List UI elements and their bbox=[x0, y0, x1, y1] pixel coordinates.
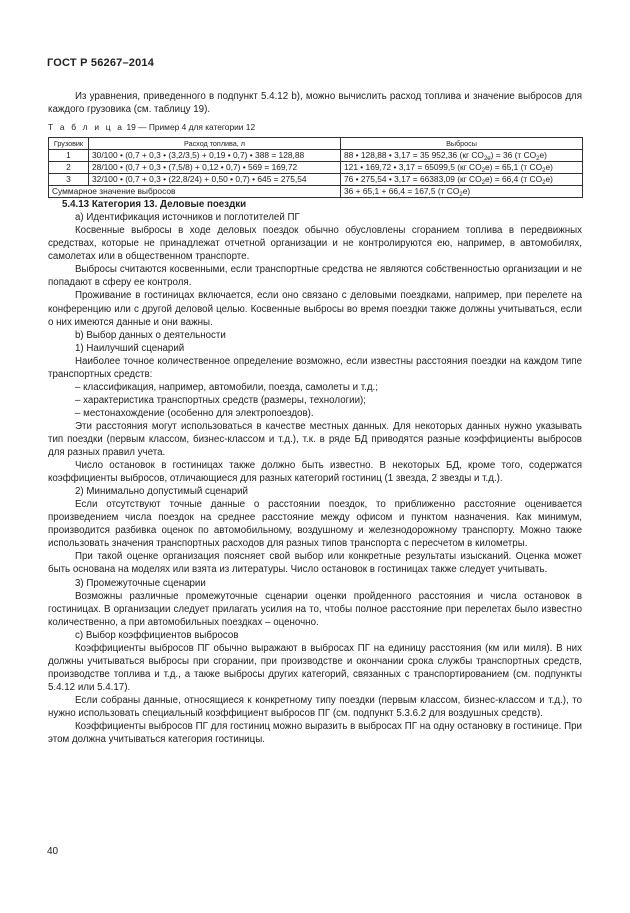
col-header-fuel: Расход топлива, л bbox=[89, 138, 341, 150]
page-content bbox=[48, 90, 582, 746]
table-caption-text: 19 — Пример 4 для категории 12 bbox=[126, 122, 256, 133]
list-item: – классификация, например, автомобили, поезда, самолеты и т.д.; bbox=[75, 381, 378, 393]
emissions-table bbox=[48, 137, 583, 198]
section-title: 5.4.13 Категория 13. Деловые поездки bbox=[62, 199, 247, 211]
paragraph: Число остановок в гостиницах также должно быть известно. В некоторых БД, кроме того, содержатся коэффициенты выбросов, отличающиеся для разных категорий гостиниц (1 звезда, 2 звезды и т.д.). bbox=[48, 460, 582, 485]
table-row bbox=[49, 174, 583, 186]
list-item: – характеристика транспортных средств (размеры, технологии); bbox=[75, 394, 367, 406]
paragraph: b) Выбор данных о деятельности bbox=[75, 329, 226, 341]
paragraph: 1) Наилучший сценарий bbox=[75, 342, 185, 354]
intro-paragraph: Из уравнения, приведенного в подпункт 5.4.12 b), можно вычислить расход топлива и значение выбросов для каждого грузовика (см. таблицу 19). bbox=[48, 91, 582, 116]
paragraph: Выбросы считаются косвенными, если транспортные средства не являются собственностью организации и не попадают в сферу ее контроля. bbox=[48, 264, 582, 289]
table-total-row bbox=[49, 186, 583, 198]
list-item: – местонахождение (особенно для электропоездов). bbox=[75, 407, 314, 419]
col-header-truck: Грузовик bbox=[49, 138, 89, 150]
table-row bbox=[49, 162, 583, 174]
paragraph: Эти расстояния могут использоваться в качестве местных данных. Для некоторых данных нужно указывать тип поездки (первым классом, бизнес-классом и т.д.), т.к. в ряде БД приводятся разные коэффициенты выбросов для разных правил учета. bbox=[48, 420, 582, 459]
table-header-row bbox=[49, 138, 583, 150]
paragraph: Косвенные выбросы в ходе деловых поездок обычно обусловлены сгоранием топлива в передвижных средствах, которые не принадлежат отчетной организации и не контролируются ею, например, в автомобилях, самолетах или в общественном транспорте. bbox=[48, 225, 582, 263]
page-number: 40 bbox=[47, 846, 59, 857]
paragraph: 3) Промежуточные сценарии bbox=[75, 577, 206, 589]
emissions-cell: 76 • 275,54 • 3,17 = 66383,09 (кг $CO_2е) = 66,4$ (т $CO_2е$) bbox=[341, 174, 583, 186]
fuel-cell: 30/100 • (0,7 + 0,3 • (3,2/3,5) + 0,19 • 0,7) • 388 = 128,88 bbox=[89, 150, 341, 162]
paragraph: Если отсутствуют точные данные о расстоянии поездок, то приближенно расстояние оценивается произведением числа поездок на среднее расстояние между офисом и пунктом назначения. Как минимум, производится разбивка оценок по автомобильному, воздушному и железнодорожному транспорту. Можно также использовать значения транспортных расходов для разных типов транспорта с пересчетом в километры. bbox=[48, 499, 582, 550]
paragraph: 2) Минимально допустимый сценарий bbox=[75, 486, 248, 498]
paragraph: Коэффициенты выбросов ПГ обычно выражают в выбросах ПГ на единицу расстояния (км или миля). В них должны учитываться выбросы при сгорании, при производстве и окончании срока службы транспортных средств, производстве топлива и т.д., а также выбросы других категорий, связанных с транспортированием (см. подпункты 5.4.12 или 5.4.17). bbox=[48, 642, 582, 693]
paragraph: Проживание в гостиницах включается, если оно связано с деловыми поездками, например, при перелете на конференцию или с другой деловой целью. Косвенные выбросы во время поездки также должны учитываться, если о них имеются данные и они важны. bbox=[48, 290, 582, 328]
emissions-cell: 88 • 128,88 • 3,17 = 35 952,36 (кг $CO_{2e}) = 36$ (т $CO_2е$) bbox=[341, 150, 583, 162]
table-caption-prefix: Т а б л и ц а bbox=[48, 122, 125, 133]
total-label-cell: Суммарное значение выбросов bbox=[49, 186, 341, 198]
paragraph: c) Выбор коэффициентов выбросов bbox=[75, 629, 239, 641]
table-caption bbox=[48, 121, 582, 134]
emissions-cell: 121 • 169,72 • 3,17 = 65099,5 (кг $CO_2е) = 65,1$ (т $CO_2е$) bbox=[341, 162, 583, 174]
paragraph: Возможны различные промежуточные сценарии оценки пройденного расстояния и числа остановок в гостиницах. В организации следует прилагать усилия на то, чтобы полное расстояние при перелетах было известно количественно, а при автомобильных поездках – оценочно. bbox=[48, 590, 582, 628]
document-header: ГОСТ Р 56267–2014 bbox=[47, 57, 155, 69]
paragraph: Коэффициенты выбросов ПГ для гостиниц можно выразить в выбросах ПГ на одну остановку в гостинице. При этом должна учитываться категория гостиницы. bbox=[48, 721, 582, 746]
fuel-cell: 32/100 • (0,7 + 0,3 • (22,8/24) + 0,50 • 0,7) • 645 = 275,54 bbox=[89, 174, 341, 186]
truck-cell: 3 bbox=[49, 174, 89, 186]
col-header-emissions: Выбросы bbox=[341, 138, 583, 150]
total-value-cell: 36 + 65,1 + 66,4 = 167,5 (т $CO_2е$) bbox=[341, 186, 583, 198]
fuel-cell: 28/100 • (0,7 + 0,3 • (7,5/8) + 0,12 • 0,7) • 569 = 169,72 bbox=[89, 162, 341, 174]
table-row bbox=[49, 150, 583, 162]
truck-cell: 1 bbox=[49, 150, 89, 162]
paragraph: а) Идентификация источников и поглотителей ПГ bbox=[75, 212, 300, 224]
paragraph: Если собраны данные, относящиеся к конкретному типу поездки (первым классом, бизнес-классом и т.д.), то нужно использовать специальный коэффициент выбросов ПГ (см. подпункт 5.3.6.2 для воздушных средств). bbox=[48, 694, 582, 719]
truck-cell: 2 bbox=[49, 162, 89, 174]
paragraph: При такой оценке организация поясняет свой выбор или конкретные результаты изысканий. Оценка может быть основана на моделях или взята из литературы. Число остановок в гостиницах также следует учитывать. bbox=[48, 551, 582, 576]
paragraph: Наиболее точное количественное определение возможно, если известны расстояния поездки на каждом типе транспортных средств: bbox=[48, 355, 582, 380]
